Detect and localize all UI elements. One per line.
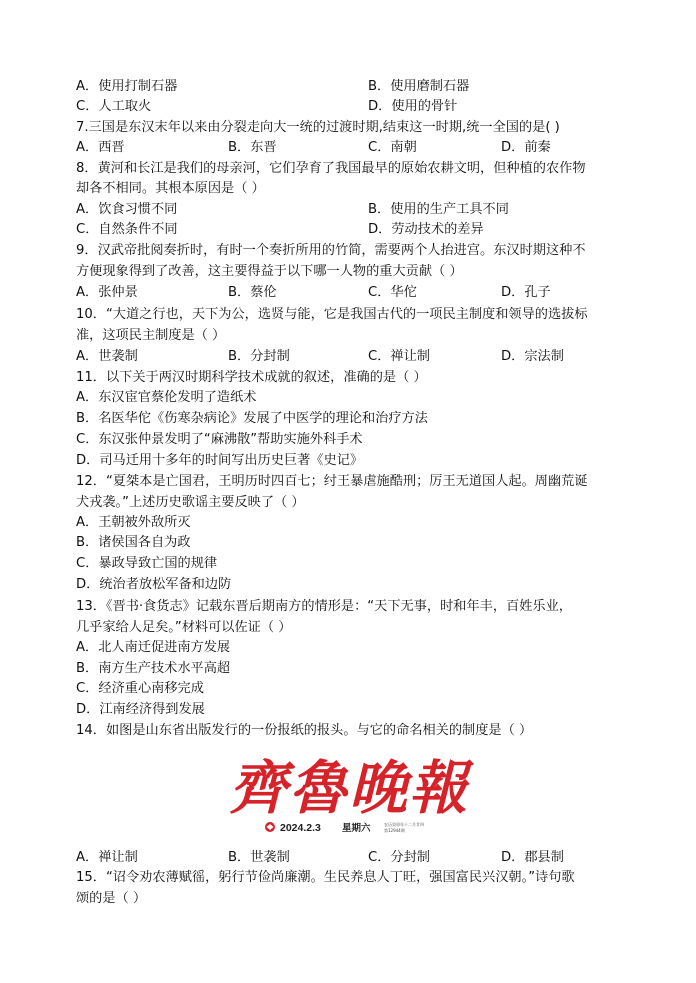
q7-option-d[interactable]: D．前秦 (501, 140, 551, 155)
q12-stem-line-2: 犬戎袭。”上述历史歌谣主要反映了（ ） (76, 495, 305, 510)
q14-option-c[interactable]: C．分封制 (368, 850, 430, 865)
masthead-lunar-date: 农历癸卯年十二月廿四 (384, 822, 424, 827)
q9-option-d[interactable]: D．孔子 (501, 285, 551, 300)
q13-option-c[interactable]: C．经济重心南移完成 (76, 681, 204, 696)
q11-option-b[interactable]: B．名医华佗《伤寒杂病论》发展了中医学的理论和治疗方法 (76, 411, 428, 426)
newspaper-masthead-image (224, 746, 474, 838)
q7-stem: 7.三国是东汉末年以来由分裂走向大一统的过渡时期,结束这一时期,统一全国的是( ) (76, 120, 560, 135)
q12-stem-line-1: 12．“夏桀本是亡国君，王明历时四百七；纣王暴虐施酷刑；厉王无道国人起。周幽荒诞 (76, 474, 588, 489)
q12-option-b[interactable]: B．诸侯国各自为政 (76, 535, 191, 550)
q13-stem-line-2: 几乎家给人足矣。”材料可以佐证（ ） (76, 620, 292, 635)
q11-option-d[interactable]: D．司马迁用十多年的时间写出历史巨著《史记》 (76, 453, 364, 468)
q11-option-c[interactable]: C．东汉张仲景发明了“麻沸散”帮助实施外科手术 (76, 432, 363, 447)
q8-option-c[interactable]: C．自然条件不同 (76, 222, 178, 237)
q8-option-b[interactable]: B．使用的生产工具不同 (368, 202, 509, 217)
q9-stem-line-2: 方便现象得到了改善，这主要得益于以下哪一人物的重大贡献（ ） (76, 264, 463, 279)
q14-option-b[interactable]: B．世袭制 (228, 850, 290, 865)
q6-option-d[interactable]: D．使用的骨针 (368, 99, 458, 114)
masthead-date: 2024.2.3 (280, 822, 321, 834)
q9-stem-line-1: 9．汉武帝批阅奏折时，有时一个奏折所用的竹简，需要两个人抬进宫。东汉时期这种不 (76, 243, 586, 258)
q7-option-b[interactable]: B．东晋 (228, 140, 277, 155)
q10-option-a[interactable]: A．世袭制 (76, 349, 138, 364)
q12-option-c[interactable]: C．暴政导致亡国的规律 (76, 556, 218, 571)
q8-option-d[interactable]: D．劳动技术的差异 (368, 222, 484, 237)
q10-option-d[interactable]: D．宗法制 (501, 349, 564, 364)
q13-option-d[interactable]: D．江南经济得到发展 (76, 702, 205, 717)
q9-option-a[interactable]: A．张仲景 (76, 285, 138, 300)
q9-option-b[interactable]: B．蔡伦 (228, 285, 277, 300)
q13-option-a[interactable]: A．北人南迁促进南方发展 (76, 640, 231, 655)
q15-stem-line-1: 15．“诏令劝农薄赋徭，躬行节俭尚廉潮。生民养息人丁旺，强国富民兴汉朝。”诗句歌 (76, 870, 575, 885)
q8-option-a[interactable]: A．饮食习惯不同 (76, 202, 178, 217)
q14-option-a[interactable]: A．禅让制 (76, 850, 138, 865)
masthead-logo-icon (265, 822, 275, 832)
q10-stem-line-1: 10．“大道之行也，天下为公，选贤与能，它是我国古代的一项民主制度和领导的选拔标 (76, 307, 588, 322)
q11-option-a[interactable]: A．东汉宦官蔡伦发明了造纸术 (76, 390, 257, 405)
q13-option-b[interactable]: B．南方生产技术水平高超 (76, 661, 231, 676)
q12-option-d[interactable]: D．统治者放松军备和边防 (76, 577, 232, 592)
q7-option-c[interactable]: C．南朝 (368, 140, 417, 155)
masthead-title: 齊魯晚報 (228, 754, 470, 822)
masthead-weekday: 星期六 (342, 823, 371, 834)
q10-option-c[interactable]: C．禅让制 (368, 349, 430, 364)
q6-option-b[interactable]: B．使用磨制石器 (368, 79, 470, 94)
q8-stem-line-2: 却各不相同。其根本原因是（ ） (76, 181, 265, 196)
q14-stem: 14．如图是山东省出版发行的一份报纸的报头。与它的命名相关的制度是（ ） (76, 723, 533, 738)
q13-stem-line-1: 13．《晋书·食货志》记载东晋后期南方的情形是：“天下无事，时和年丰，百姓乐业， (76, 599, 572, 614)
q7-option-a[interactable]: A．西晋 (76, 140, 125, 155)
q6-option-a[interactable]: A．使用打制石器 (76, 79, 178, 94)
q8-stem-line-1: 8．黄河和长江是我们的母亲河，它们孕育了我国最早的原始农耕文明，但种植的农作物 (76, 161, 586, 176)
q15-stem-line-2: 颂的是（ ） (76, 891, 147, 906)
q11-stem: 11．以下关于两汉时期科学技术成就的叙述，准确的是（ ） (76, 370, 427, 385)
q9-option-c[interactable]: C．华佗 (368, 285, 417, 300)
q12-option-a[interactable]: A．王朝被外敌所灭 (76, 515, 191, 530)
q6-option-c[interactable]: C．人工取火 (76, 99, 152, 114)
q10-option-b[interactable]: B．分封制 (228, 349, 290, 364)
q10-stem-line-2: 准，这项民主制度是（ ） (76, 328, 226, 343)
q14-option-d[interactable]: D．郡县制 (501, 850, 564, 865)
masthead-issue-number: 第12944期 (384, 828, 405, 833)
